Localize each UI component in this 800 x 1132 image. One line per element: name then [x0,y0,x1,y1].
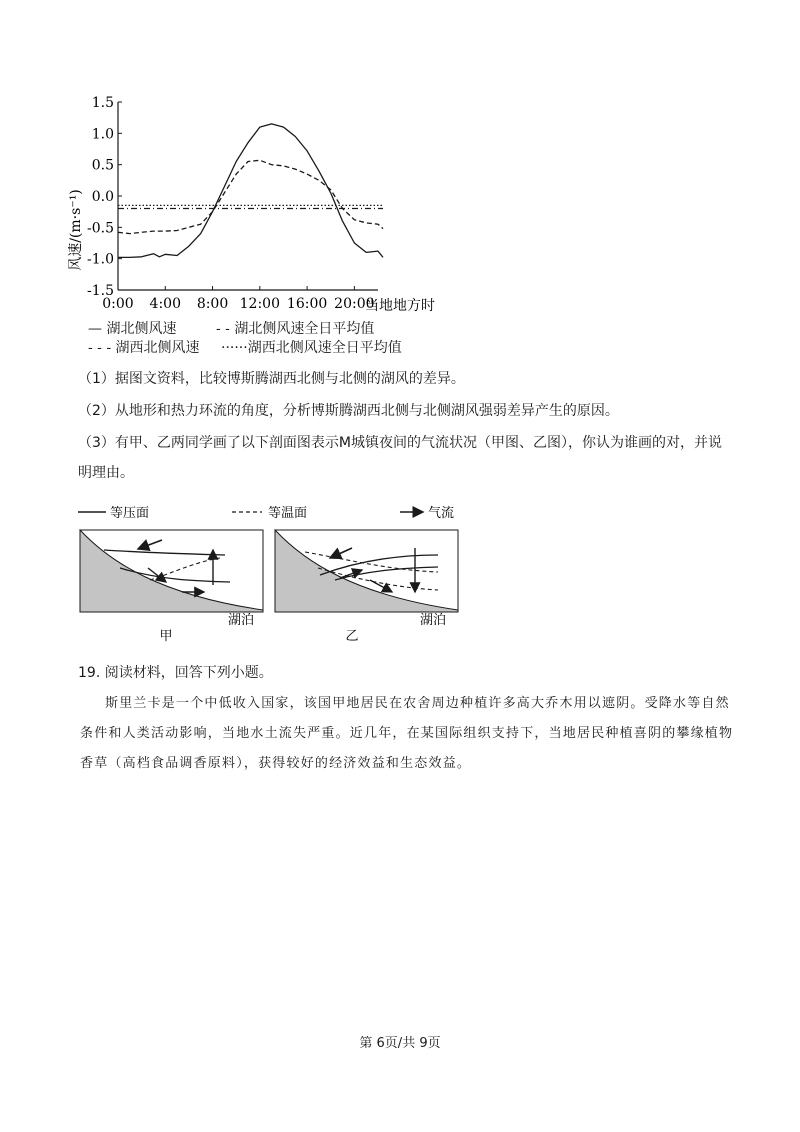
q19-para-line2: 条件和人类活动影响，当地水土流失严重。近几年，在某国际组织支持下，当地居民种植喜阴的攀缘植物 [80,726,734,741]
wind-speed-chart [60,90,460,325]
lake-label-yi: 湖泊 [420,613,447,628]
y-tick-label: -1.5 [87,283,114,299]
y-axis-label: 风速/(m·s⁻¹) [68,189,84,271]
question-19-title: 19. 阅读材料，回答下列小题。 [78,665,273,681]
lake-label-jia: 湖泊 [228,613,255,628]
x-tick-label: 16:00 [286,296,328,312]
legend-airflow-label: 气流 [428,506,455,521]
chart-ticks [87,95,375,312]
legend-dotted: ······湖西北侧风速全日平均值 [221,340,402,356]
legend-solid: — 湖北侧风速 [88,321,177,337]
y-tick-label: 1.0 [91,126,114,143]
x-tick-label: 0:00 [102,296,134,312]
legend-dashed: - - - 湖西北侧风速 [88,340,200,356]
x-tick-label: 12:00 [239,296,280,312]
legend-dashdot: - - 湖北侧风速全日平均值 [216,321,375,337]
x-axis-label: 当地地方时 [365,298,435,314]
y-tick-label: -1.0 [87,251,114,268]
legend-isobar-label: 等压面 [110,506,150,521]
y-tick-label: 0.5 [91,157,114,174]
legend-isotherm-label: 等温面 [268,506,308,521]
q19-para-line1: 斯里兰卡是一个中低收入国家，该国甲地居民在农舍周边种植许多高大乔木用以遮阴。受降水等自然 [105,696,730,711]
chart-series [118,124,383,258]
x-tick-label: 4:00 [149,296,181,312]
series-line [118,124,383,258]
chart-axes [118,102,378,290]
y-tick-label: 1.5 [91,95,114,111]
x-tick-label: 8:00 [196,296,229,312]
panel-jia [80,530,263,644]
page-number: 第 6页/共 9页 [359,1036,441,1051]
label-jia: 甲 [159,629,173,644]
question-3-line1: （3）有甲、乙两同学画了以下剖面图表示M城镇夜间的气流状况（甲图、乙图），你认为谁画的对，并说 [78,435,722,451]
question-3-line2: 明理由。 [78,465,134,481]
question-2: （2）从地形和热力环流的角度，分析博斯腾湖西北侧与北侧湖风强弱差异产生的原因。 [78,403,619,419]
y-tick-label: -0.5 [87,220,114,237]
q19-para-line3: 香草（高档食品调香原料），获得较好的经济效益和生态效益。 [80,756,472,771]
x-tick-label: 20:00 [334,296,375,312]
y-tick-label: 0.0 [91,189,114,205]
label-yi: 乙 [345,629,359,644]
question-1: （1）据图文资料，比较博斯腾湖西北侧与北侧的湖风的差异。 [78,371,465,387]
panel-yi [275,530,458,644]
chart-legend-row2 [88,337,488,359]
cross-section-diagram [70,500,470,645]
